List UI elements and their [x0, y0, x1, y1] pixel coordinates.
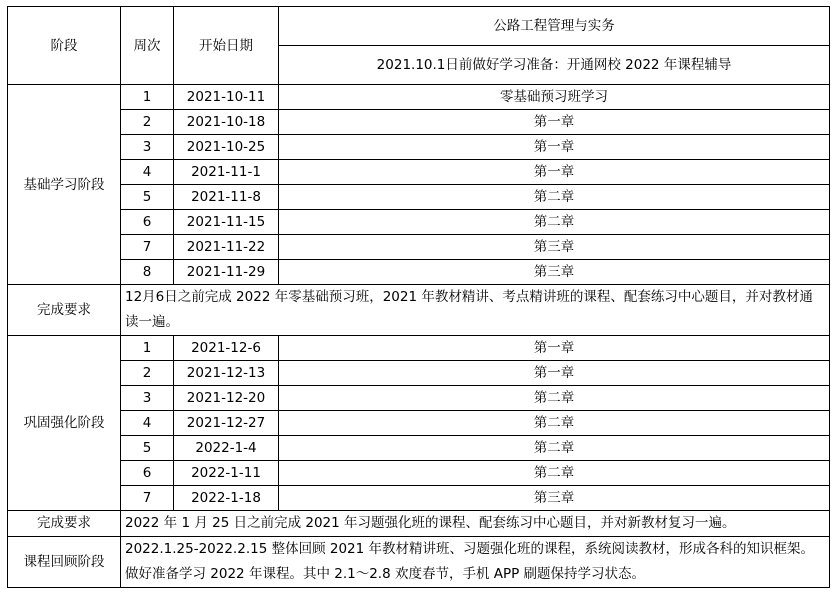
- content-cell: 第二章: [279, 411, 830, 436]
- week-cell: 8: [121, 260, 174, 285]
- date-cell: 2021-11-15: [174, 210, 279, 235]
- requirement-text: 12月6日之前完成 2022 年零基础预习班，2021 年教材精讲、考点精讲班的课程、配套练习中心题目，并对教材通读一遍。: [121, 285, 830, 336]
- week-cell: 7: [121, 235, 174, 260]
- header-row: [8, 7, 830, 46]
- table-row: [8, 336, 830, 361]
- week-cell: 1: [121, 336, 174, 361]
- content-cell: 第三章: [279, 260, 830, 285]
- content-cell: 第二章: [279, 461, 830, 486]
- table-row: [8, 436, 830, 461]
- stage-label: 基础学习阶段: [8, 85, 121, 285]
- date-cell: 2021-10-11: [174, 85, 279, 110]
- table-row: [8, 160, 830, 185]
- date-cell: 2021-10-25: [174, 135, 279, 160]
- content-cell: 第二章: [279, 436, 830, 461]
- date-cell: 2021-11-1: [174, 160, 279, 185]
- review-row: [8, 537, 830, 588]
- content-cell: 零基础预习班学习: [279, 85, 830, 110]
- table-row: [8, 135, 830, 160]
- week-cell: 4: [121, 411, 174, 436]
- table-row: [8, 361, 830, 386]
- date-cell: 2021-12-20: [174, 386, 279, 411]
- table-row: [8, 235, 830, 260]
- date-cell: 2021-12-6: [174, 336, 279, 361]
- review-text: 2022.1.25-2022.2.15 整体回顾 2021 年教材精讲班、习题强化班的课程，系统阅读教材，形成各科的知识框架。做好准备学习 2022 年课程。其中 2.1～2.8 欢度春节，手机 APP 刷题保持学习状态。: [121, 537, 830, 588]
- study-schedule-table: [7, 6, 830, 588]
- header-prep: 2021.10.1日前做好学习准备：开通网校 2022 年课程辅导: [279, 46, 830, 85]
- content-cell: 第一章: [279, 110, 830, 135]
- table-row: [8, 486, 830, 511]
- week-cell: 5: [121, 185, 174, 210]
- requirement-label: 完成要求: [8, 511, 121, 537]
- week-cell: 3: [121, 386, 174, 411]
- date-cell: 2021-10-18: [174, 110, 279, 135]
- date-cell: 2021-11-29: [174, 260, 279, 285]
- header-stage: 阶段: [8, 7, 121, 85]
- week-cell: 2: [121, 110, 174, 135]
- table-row: [8, 85, 830, 110]
- week-cell: 5: [121, 436, 174, 461]
- content-cell: 第二章: [279, 386, 830, 411]
- requirement-row: [8, 285, 830, 336]
- date-cell: 2021-12-27: [174, 411, 279, 436]
- review-stage-label: 课程回顾阶段: [8, 537, 121, 588]
- content-cell: 第一章: [279, 160, 830, 185]
- content-cell: 第一章: [279, 135, 830, 160]
- table-row: [8, 411, 830, 436]
- stage-label: 巩固强化阶段: [8, 336, 121, 511]
- week-cell: 6: [121, 210, 174, 235]
- week-cell: 1: [121, 85, 174, 110]
- content-cell: 第三章: [279, 486, 830, 511]
- week-cell: 3: [121, 135, 174, 160]
- content-cell: 第三章: [279, 235, 830, 260]
- content-cell: 第二章: [279, 185, 830, 210]
- requirement-text: 2022 年 1 月 25 日之前完成 2021 年习题强化班的课程、配套练习中心题目，并对新教材复习一遍。: [121, 511, 830, 537]
- content-cell: 第一章: [279, 361, 830, 386]
- week-cell: 6: [121, 461, 174, 486]
- week-cell: 7: [121, 486, 174, 511]
- header-start-date: 开始日期: [174, 7, 279, 85]
- table-row: [8, 461, 830, 486]
- week-cell: 2: [121, 361, 174, 386]
- date-cell: 2021-12-13: [174, 361, 279, 386]
- table-row: [8, 185, 830, 210]
- date-cell: 2021-11-8: [174, 185, 279, 210]
- content-cell: 第一章: [279, 336, 830, 361]
- requirement-label: 完成要求: [8, 285, 121, 336]
- table-row: [8, 210, 830, 235]
- date-cell: 2022-1-4: [174, 436, 279, 461]
- content-cell: 第二章: [279, 210, 830, 235]
- requirement-row: [8, 511, 830, 537]
- table-row: [8, 260, 830, 285]
- date-cell: 2022-1-11: [174, 461, 279, 486]
- date-cell: 2022-1-18: [174, 486, 279, 511]
- date-cell: 2021-11-22: [174, 235, 279, 260]
- header-subject: 公路工程管理与实务: [279, 7, 830, 46]
- header-week: 周次: [121, 7, 174, 85]
- table-row: [8, 386, 830, 411]
- table-row: [8, 110, 830, 135]
- week-cell: 4: [121, 160, 174, 185]
